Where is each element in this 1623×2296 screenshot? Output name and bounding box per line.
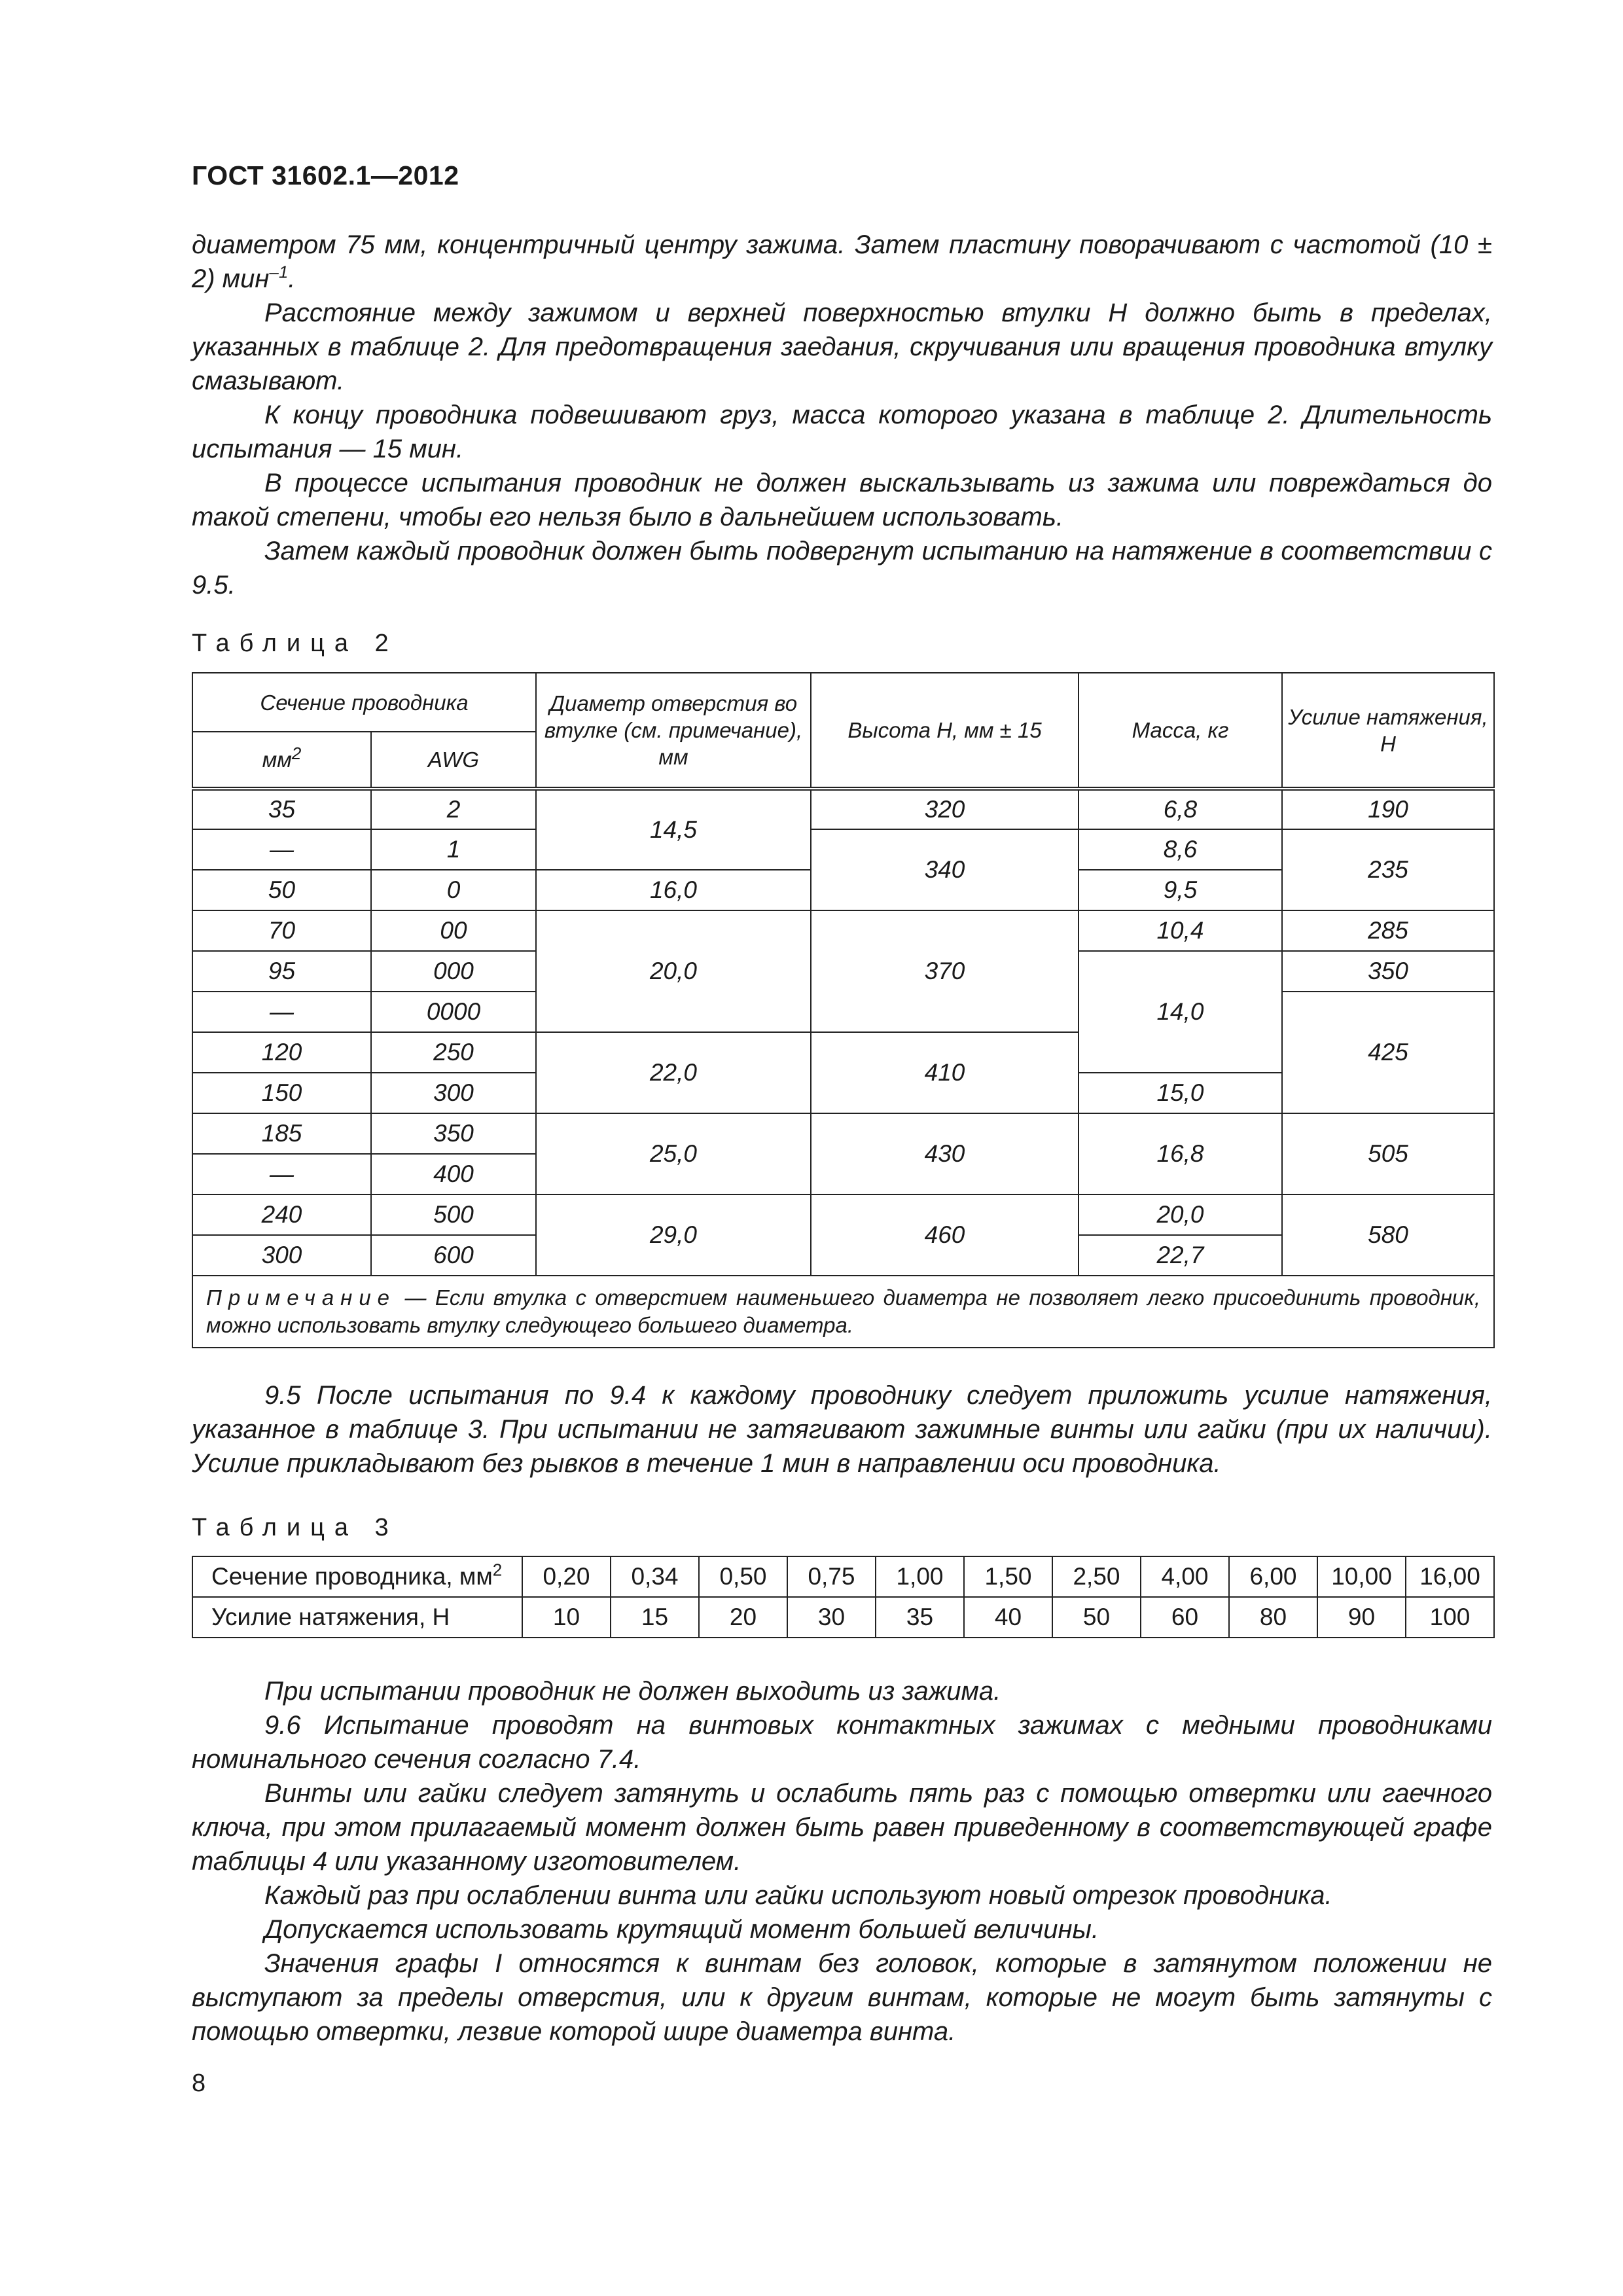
cell-force: 80 [1229,1597,1317,1638]
header-height: Высота H, мм ± 15 [811,673,1079,789]
cell-mm2: 50 [192,870,371,910]
cell-awg: 350 [371,1113,536,1154]
paragraph: Винты или гайки следует затянуть и ослабить пять раз с помощью отвертки или гаечного ключа, при этом прилагаемый момент должен быть равен приведенному в соответствующей графе таблицы 4 или указанному изготовителем. [192,1779,1492,1876]
cell-mm2: — [192,1154,371,1194]
cell-mass: 8,6 [1079,829,1282,870]
page-number: 8 [192,2070,206,2097]
cell-section: 0,20 [522,1556,611,1597]
cell-awg: 0000 [371,992,536,1032]
table-2 [192,672,1495,1348]
table-row [192,910,1494,951]
cell-mass: 15,0 [1079,1073,1282,1113]
note-label: Примечание [206,1285,397,1310]
cell-force: 285 [1282,910,1494,951]
cell-section: 4,00 [1141,1556,1229,1597]
cell-force: 30 [787,1597,876,1638]
note-text: — Если втулка с отверстием наименьшего диаметра не позволяет легко присоединить проводник, можно использовать втулку следующего большего диаметра. [206,1285,1480,1337]
cell-height: 430 [811,1113,1079,1194]
cell-awg: 500 [371,1194,536,1235]
cell-force: 100 [1406,1597,1494,1638]
paragraph: К концу проводника подвешивают груз, масса которого указана в таблице 2. Длительность испытания — 15 мин. [192,401,1492,463]
cell-force: 35 [876,1597,964,1638]
cell-section: 10,00 [1317,1556,1406,1597]
table-3 [192,1556,1495,1638]
cell-diameter: 20,0 [536,910,811,1032]
cell-force: 60 [1141,1597,1229,1638]
cell-force: 50 [1052,1597,1141,1638]
table-3-row-sections [192,1556,1494,1597]
cell-force: 425 [1282,992,1494,1113]
cell-awg: 600 [371,1235,536,1276]
header-awg: AWG [371,732,536,789]
cell-awg: 000 [371,951,536,992]
cell-awg: 250 [371,1032,536,1073]
cell-mass: 22,7 [1079,1235,1282,1276]
cell-mass: 14,0 [1079,951,1282,1073]
table-row [192,1113,1494,1154]
cell-force: 90 [1317,1597,1406,1638]
cell-force: 235 [1282,829,1494,910]
paragraph: При испытании проводник не должен выходить из зажима. [264,1677,1001,1706]
cell-diameter: 16,0 [536,870,811,910]
cell-mm2: — [192,992,371,1032]
paragraph: Затем каждый проводник должен быть подвергнут испытанию на натяжение в соответствии с 9.5. [192,537,1492,600]
cell-diameter: 14,5 [536,789,811,870]
cell-height: 460 [811,1194,1079,1276]
paragraph: Расстояние между зажимом и верхней поверхностью втулки H должно быть в пределах, указанных в таблице 2. Для предотвращения заедания, скручивания или вращения проводника втулку смазывают. [192,298,1492,395]
cell-force: 505 [1282,1113,1494,1194]
section-9-5-block [192,1378,1492,1480]
cell-awg: 1 [371,829,536,870]
cell-mass: 10,4 [1079,910,1282,951]
table-row [192,789,1494,829]
row-label-section: Сечение проводника, $мм^2$ [192,1556,522,1597]
cell-mm2: 240 [192,1194,371,1235]
cell-mass: 20,0 [1079,1194,1282,1235]
table-note [192,1276,1494,1348]
table-row [192,829,1494,870]
cell-force: 20 [699,1597,787,1638]
header-mm2: $мм^2$ [192,732,371,789]
cell-awg: 400 [371,1154,536,1194]
table-row [192,1194,1494,1235]
cell-mm2: — [192,829,371,870]
paragraph: В процессе испытания проводник не должен выскальзывать из зажима или повреждаться до такой степени, чтобы его нельзя было в дальнейшем использовать. [192,469,1492,531]
row-label-force: Усилие натяжения, Н [192,1597,522,1638]
cell-mm2: 70 [192,910,371,951]
document-header: ГОСТ 31602.1—2012 [192,160,459,190]
cell-force: 40 [964,1597,1052,1638]
cell-section: 6,00 [1229,1556,1317,1597]
cell-mass: 9,5 [1079,870,1282,910]
paragraph-9-5: 9.5 После испытания по 9.4 к каждому проводнику следует приложить усилие натяжения, указанное в таблице 3. При испытании не затягивают зажимные винты или гайки (при их наличии). Усилие прикладывают без рывков в течение 1 мин в направлении оси проводника. [192,1381,1492,1478]
header-mass: Масса, кг [1079,673,1282,789]
paragraph: Допускается использовать крутящий момент большей величины. [264,1915,1099,1944]
table-3-title: Таблица 3 [192,1514,399,1541]
cell-mm2: 120 [192,1032,371,1073]
cell-height: 340 [811,829,1079,910]
cell-section: 1,50 [964,1556,1052,1597]
table-3-row-forces [192,1597,1494,1638]
cell-diameter: 22,0 [536,1032,811,1113]
cell-awg: 00 [371,910,536,951]
paragraph-9-6: 9.6 Испытание проводят на винтовых контактных зажимах с медными проводниками номинального сечения согласно 7.4. [192,1711,1492,1774]
table-note-row [192,1276,1494,1348]
cell-force: 10 [522,1597,611,1638]
cell-awg: 2 [371,789,536,829]
cell-diameter: 29,0 [536,1194,811,1276]
cell-mm2: 300 [192,1235,371,1276]
cell-force: 190 [1282,789,1494,829]
cell-section: 0,34 [611,1556,699,1597]
cell-force: 580 [1282,1194,1494,1276]
header-section: Сечение проводника [192,673,536,732]
header-diameter: Диаметр отверстия во втулке (см. примечание), мм [536,673,811,789]
cell-mm2: 150 [192,1073,371,1113]
paragraph: Значения графы I относятся к винтам без головок, которые в затянутом положении не выступают за пределы отверстия, или к другим винтам, которые не могут быть затянуты с помощью отвертки, лезвие которой шире диаметра винта. [192,1949,1492,2046]
cell-section: 0,75 [787,1556,876,1597]
cell-mass: 6,8 [1079,789,1282,829]
cell-section: 16,00 [1406,1556,1494,1597]
cell-mass: 16,8 [1079,1113,1282,1194]
paragraph: Каждый раз при ослаблении винта или гайки используют новый отрезок проводника. [264,1881,1332,1910]
cell-height: 410 [811,1032,1079,1113]
cell-height: 370 [811,910,1079,1032]
cell-awg: 300 [371,1073,536,1113]
top-text-block [192,228,1492,602]
cell-force: 350 [1282,951,1494,992]
cell-section: 0,50 [699,1556,787,1597]
cell-mm2: 95 [192,951,371,992]
cell-force: 15 [611,1597,699,1638]
table-2-body [192,789,1494,1348]
cell-height: 320 [811,789,1079,829]
cell-awg: 0 [371,870,536,910]
cell-section: 2,50 [1052,1556,1141,1597]
bottom-text-block [192,1674,1492,2049]
cell-mm2: 35 [192,789,371,829]
cell-section: 1,00 [876,1556,964,1597]
cell-mm2: 185 [192,1113,371,1154]
cell-diameter: 25,0 [536,1113,811,1194]
table-2-title: Таблица 2 [192,630,399,657]
paragraph: диаметром 75 мм, концентричный центру зажима. Затем пластину поворачивают с частотой (10 ± 2) мин$^{-1}$. [192,230,1492,293]
header-force: Усилие натяжения, Н [1282,673,1494,789]
